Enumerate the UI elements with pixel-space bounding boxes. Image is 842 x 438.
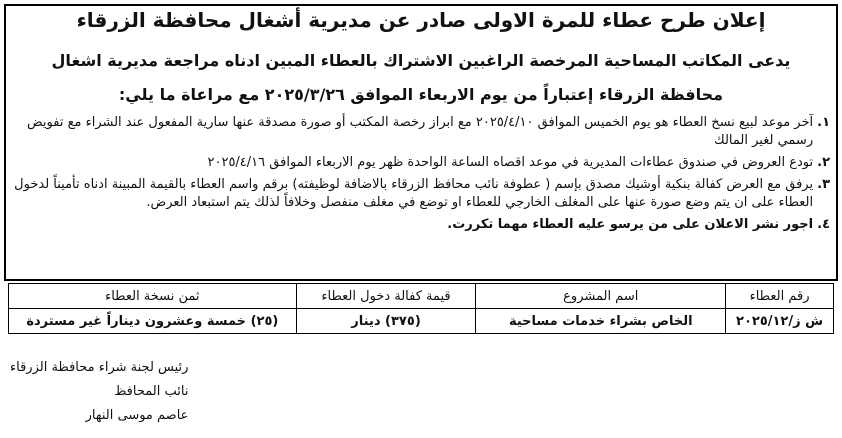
table-header-row — [9, 284, 834, 309]
tender-table — [8, 283, 834, 334]
cell-project-name: الخاص بشراء خدمات مساحية — [476, 309, 726, 334]
intro-line-2: محافظة الزرقاء إعتباراً من يوم الاربعاء الموافق ٢٠٢٥/٣/٢٦ مع مراعاة ما يلي: — [118, 85, 724, 104]
header-guarantee-value: قيمة كفالة دخول العطاء — [296, 284, 476, 309]
header-copy-price: ثمن نسخة العطاء — [9, 284, 297, 309]
condition-item — [12, 216, 830, 234]
condition-number: ٣. — [817, 177, 830, 192]
condition-number: ٤. — [817, 217, 830, 232]
table-row — [9, 309, 834, 334]
cell-copy-price: (٢٥) خمسة وعشرون ديناراً غير مستردة — [9, 309, 297, 334]
condition-number: ١. — [817, 115, 830, 130]
condition-text: تودع العروض في صندوق عطاءات المديرية في موعد اقصاه الساعة الواحدة ظهر يوم الاربعاء الموافق ٢٠٢٥/٤/١٦ — [207, 155, 814, 170]
header-tender-number: رقم العطاء — [726, 284, 834, 309]
condition-text: يرفق مع العرض كفالة بنكية أوشيك مصدق بإسم ( عطوفة نائب محافظ الزرقاء بالاضافة لوظيفته) برقم واسم العطاء بالقيمة المبينة ادناه تأميناً لدخول العطاء على ان يتم وضع صورة عنها على المغلف الخارجي للعطاء او توضع في مغلف منفصل وخلافاً لذلك يتم استبعاد العرض. — [14, 177, 814, 210]
signature-block — [10, 356, 188, 428]
announcement-intro — [12, 44, 830, 112]
condition-item — [12, 114, 830, 150]
condition-text: آخر موعد لبيع نسخ العطاء هو يوم الخميس الموافق ٢٠٢٥/٤/١٠ مع ابراز رخصة المكتب أو صورة مصدقة عنها سارية المفعول عند الشراء مع تفويض رسمي لغير المالك — [27, 115, 814, 148]
header-project-name: اسم المشروع — [476, 284, 726, 309]
signature-title: نائب المحافظ — [114, 384, 189, 399]
announcement-title: إعلان طرح عطاء للمرة الاولى صادر عن مديرية أشغال محافظة الزرقاء — [76, 8, 766, 32]
cell-guarantee-value: (٣٧٥) دينار — [296, 309, 476, 334]
intro-line-1: يدعى المكاتب المساحية المرخصة الراغبين الاشتراك بالعطاء المبين ادناه مراجعة مديرية اشغال — [51, 51, 791, 70]
condition-text: اجور نشر الاعلان على من يرسو عليه العطاء مهما تكررت. — [447, 217, 814, 232]
condition-item — [12, 176, 830, 212]
signature-committee: رئيس لجنة شراء محافظة الزرقاء — [10, 360, 189, 375]
cell-tender-number: ش ز/٢٠٢٥/١٢ — [726, 309, 834, 334]
conditions-list — [12, 114, 830, 238]
condition-number: ٢. — [817, 155, 830, 170]
signature-name: عاصم موسى النهار — [85, 408, 189, 423]
condition-item — [12, 154, 830, 172]
